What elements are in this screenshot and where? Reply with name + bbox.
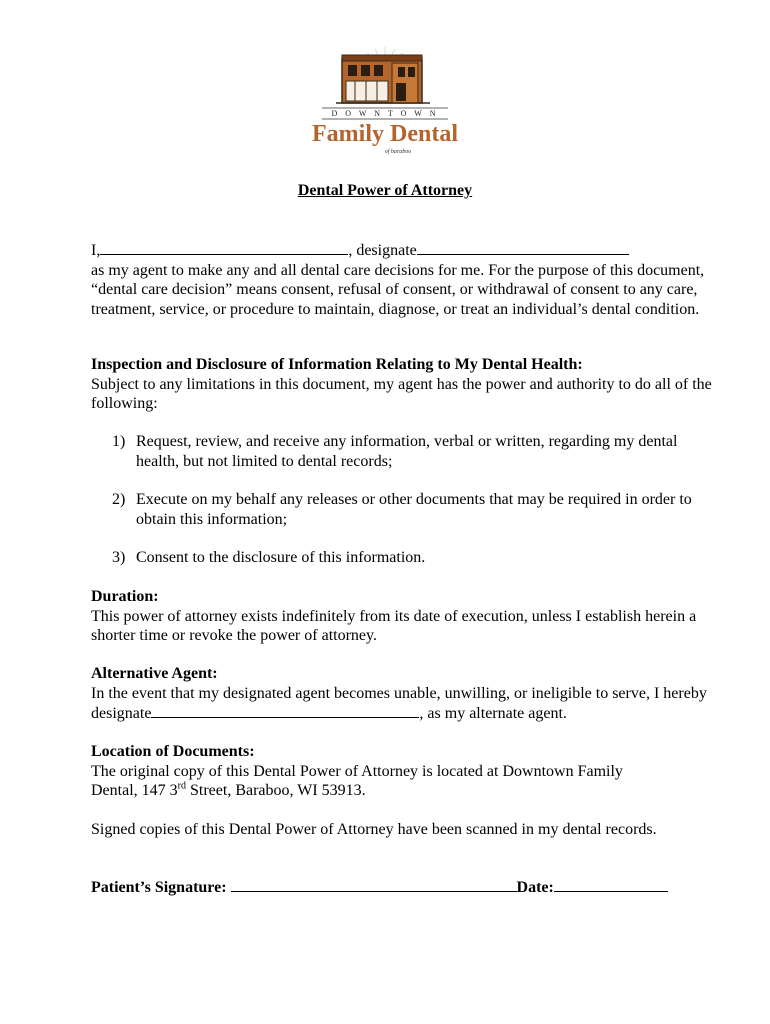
principal-name-field[interactable] xyxy=(100,240,348,255)
signed-copies-note: Signed copies of this Dental Power of Attorney have been scanned in my dental records. xyxy=(91,821,657,838)
duration-heading: Duration: xyxy=(91,588,159,605)
alternative-agent-section xyxy=(91,664,731,724)
intro-body: as my agent to make any and all dental care decisions for me. For the purpose of this document, “dental care decision” means consent, refusal of consent, or withdrawal of consent to any care, treatment, service, or procedure to maintain, diagnose, or treat an individual’s dental condition. xyxy=(91,261,705,318)
logo-baraboo-text: of baraboo xyxy=(384,149,412,155)
location-heading: Location of Documents: xyxy=(91,743,255,760)
intro-paragraph xyxy=(91,240,731,319)
list-item xyxy=(112,432,712,471)
list-item-text: Request, review, and receive any information, verbal or written, regarding my dental health, but not limited to dental records; xyxy=(136,433,678,470)
list-item-number: 3) xyxy=(112,549,126,566)
logo-downtown-text: D O W N T O W N xyxy=(331,109,439,118)
duration-section xyxy=(91,587,731,646)
building-icon xyxy=(336,55,430,103)
list-item-text: Execute on my behalf any releases or other documents that may be required in order to obtain this information; xyxy=(136,491,692,528)
location-section xyxy=(91,742,731,801)
list-item-number: 1) xyxy=(112,433,126,450)
inspection-section xyxy=(91,355,731,414)
family-dental-logo xyxy=(300,45,470,165)
list-item-number: 2) xyxy=(112,491,126,508)
location-line-2 xyxy=(91,781,731,801)
duration-body: This power of attorney exists indefinitely from its date of execution, unless I establish herein a shorter time or revoke the power of attorney. xyxy=(91,607,697,644)
alternative-body: In the event that my designated agent becomes unable, unwilling, or ineligible to serve, I hereby xyxy=(91,684,707,702)
list-item xyxy=(112,548,712,568)
page-title: Dental Power of Attorney xyxy=(297,182,473,199)
list-item xyxy=(112,490,712,529)
signature-label: Patient’s Signature: xyxy=(91,879,231,896)
alternative-suffix: , as my alternate agent. xyxy=(419,705,567,722)
location-line-1: The original copy of this Dental Power of Attorney is located at Downtown Family xyxy=(91,762,623,780)
signature-field[interactable] xyxy=(231,877,517,892)
agent-name-field[interactable] xyxy=(417,240,629,255)
list-item-text: Consent to the disclosure of this information. xyxy=(136,549,426,566)
date-field[interactable] xyxy=(554,877,668,892)
logo-family-dental-text: Family Dental xyxy=(312,121,458,147)
inspection-body: Subject to any limitations in this document, my agent has the power and authority to do all of the following: xyxy=(91,375,712,412)
alternative-heading: Alternative Agent: xyxy=(91,665,218,682)
location-address-a: Dental, 147 3 xyxy=(91,782,178,799)
location-address-sup: rd xyxy=(177,780,186,792)
intro-mid: , designate xyxy=(348,242,417,259)
alternative-prefix: designate xyxy=(91,705,152,722)
signature-row xyxy=(91,877,731,898)
date-label: Date: xyxy=(516,879,554,896)
location-address-b: Street, Baraboo, WI 53913. xyxy=(186,782,366,799)
inspection-heading: Inspection and Disclosure of Information Relating to My Dental Health: xyxy=(91,356,583,373)
alternate-agent-field[interactable] xyxy=(151,703,419,718)
intro-prefix: I, xyxy=(91,242,101,259)
